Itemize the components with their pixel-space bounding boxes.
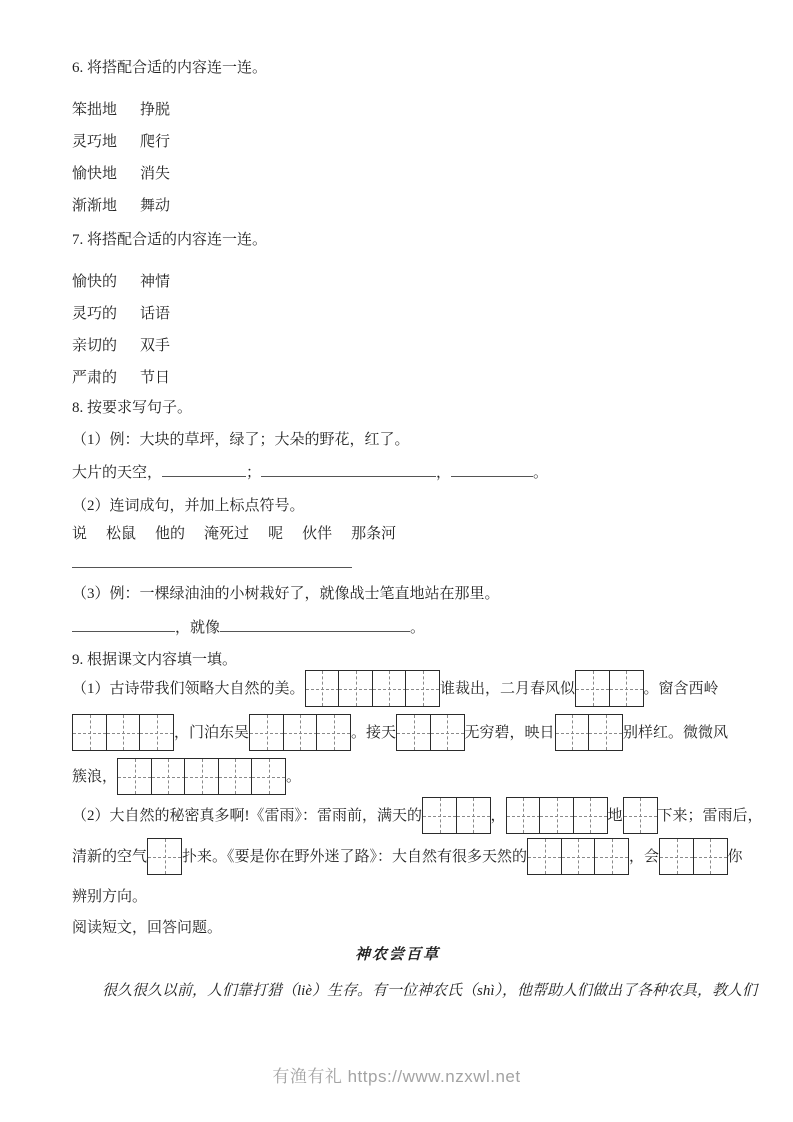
question-7-heading: 7. 将搭配合适的内容连一连。 (72, 232, 268, 248)
line-text: 辨别方向。 (72, 889, 148, 905)
word-bank-item: 说 (72, 526, 88, 542)
watermark-footer: 有渔有礼 https://www.nzxwl.net (272, 1067, 521, 1086)
match-source-word: 灵巧的 (72, 306, 118, 322)
grid-box (623, 797, 658, 834)
question-9-sub2-line-2 (72, 838, 743, 875)
question-8-sub3-fill-line (72, 617, 723, 638)
word-bank-item: 那条河 (351, 526, 397, 542)
line-text: 地 (607, 807, 623, 824)
fill-in-blank (162, 462, 246, 477)
question-9-sub1-line-1 (72, 670, 723, 707)
match-pair-row (72, 100, 723, 120)
grid-box-group (72, 714, 174, 751)
match-target-word: 爬行 (140, 134, 171, 150)
grid-box (539, 797, 574, 834)
line-text: ，就像 (175, 620, 221, 636)
grid-box (588, 714, 623, 751)
match-pair-row (72, 336, 723, 356)
question-6-match-list (72, 100, 723, 216)
question-6-heading: 6. 将搭配合适的内容连一连。 (72, 60, 268, 76)
grid-box (573, 797, 608, 834)
grid-box (283, 714, 318, 751)
line-text: 谁裁出，二月春风似 (440, 680, 576, 697)
word-bank-item: 他的 (155, 526, 186, 542)
match-pair-row (72, 272, 723, 292)
grid-box (396, 714, 431, 751)
question-9-heading: 9. 根据课文内容填一填。 (72, 652, 238, 668)
grid-box (249, 714, 284, 751)
fill-in-blank (220, 617, 410, 632)
match-target-word: 消失 (140, 166, 171, 182)
line-text: ，会 (629, 848, 660, 865)
fill-in-blank (451, 462, 533, 477)
match-target-word: 节日 (140, 370, 171, 386)
grid-box (151, 758, 186, 795)
line-text: 。窗含西岭 (643, 680, 719, 697)
line-text: 大片的天空， (72, 465, 163, 481)
grid-box (72, 714, 107, 751)
question-9-sub2-line-3 (72, 887, 723, 907)
grid-box (305, 670, 340, 707)
line-text: 扑来。《要是你在野外迷了路》：大自然有很多天然的 (182, 848, 528, 865)
word-bank-item: 伙伴 (302, 526, 333, 542)
grid-box-group (249, 714, 351, 751)
fill-in-blank (72, 559, 352, 568)
grid-box (422, 797, 457, 834)
grid-box-group (422, 797, 491, 834)
grid-box (405, 670, 440, 707)
line-text: ， (436, 465, 452, 481)
line-text: 。 (286, 768, 302, 785)
line-text: ； (246, 465, 262, 481)
line-text: 下来；雷雨后， (657, 807, 763, 824)
grid-box-group (305, 670, 441, 707)
line-text: 。 (410, 620, 426, 636)
match-pair-row (72, 368, 723, 388)
question-8-sub2-label: （2）连词成句，并加上标点符号。 (72, 498, 305, 514)
question-7-match-list (72, 272, 723, 388)
grid-box (372, 670, 407, 707)
grid-box-group (623, 797, 658, 834)
line-text: （2）大自然的秘密真多啊!《雷雨》：雷雨前，满天的 (72, 807, 422, 824)
grid-box (659, 838, 694, 875)
grid-box (338, 670, 373, 707)
line-text: 你 (727, 848, 743, 865)
match-pair-row (72, 196, 723, 216)
reading-passage-title: 神农尝百草 (354, 947, 440, 963)
grid-box-group (527, 838, 629, 875)
word-bank-item: 松鼠 (106, 526, 137, 542)
grid-box (218, 758, 253, 795)
reading-instruction: 阅读短文，回答问题。 (72, 920, 223, 936)
question-8-sub3-label: （3）例：一棵绿油油的小树栽好了，就像战士笔直地站在那里。 (72, 586, 500, 602)
question-9-sub1-line-2 (72, 714, 729, 751)
grid-box (561, 838, 596, 875)
grid-box-group (659, 838, 728, 875)
grid-box-group (396, 714, 465, 751)
grid-box-group (117, 758, 286, 795)
match-source-word: 愉快的 (72, 274, 118, 290)
grid-box (594, 838, 629, 875)
match-target-word: 神情 (140, 274, 171, 290)
grid-box (555, 714, 590, 751)
match-source-word: 灵巧地 (72, 134, 118, 150)
fill-in-blank (72, 617, 175, 632)
match-target-word: 话语 (140, 306, 171, 322)
grid-box (184, 758, 219, 795)
match-source-word: 亲切的 (72, 338, 118, 354)
grid-box-group (506, 797, 608, 834)
question-8-sub1-fill-line (72, 462, 723, 483)
match-pair-row (72, 304, 723, 324)
question-9-sub1-line-3 (72, 758, 723, 795)
line-text: ， (490, 807, 506, 824)
line-text: 别样红。微微风 (623, 724, 729, 741)
line-text: 清新的空气 (72, 848, 148, 865)
question-9-sub2-line-1 (72, 797, 763, 834)
match-source-word: 严肃的 (72, 370, 118, 386)
grid-box (575, 670, 610, 707)
grid-box (106, 714, 141, 751)
reading-passage-paragraph: 很久很久以前，人们靠打猎（liè）生存。有一位神农氏（shì），他帮助人们做出了各种农具，教人们 (102, 983, 758, 999)
grid-box-group (147, 838, 182, 875)
match-source-word: 渐渐地 (72, 198, 118, 214)
grid-box (430, 714, 465, 751)
grid-box (609, 670, 644, 707)
question-8-heading: 8. 按要求写句子。 (72, 400, 193, 416)
line-text: ，门泊东吴 (174, 724, 250, 741)
grid-box (117, 758, 152, 795)
match-target-word: 挣脱 (140, 102, 171, 118)
question-8-sub2-answer-line (72, 554, 723, 562)
line-text: （1）古诗带我们领略大自然的美。 (72, 680, 305, 697)
word-bank-item: 淹死过 (204, 526, 250, 542)
match-target-word: 舞动 (140, 198, 171, 214)
grid-box (506, 797, 541, 834)
grid-box (147, 838, 182, 875)
grid-box (456, 797, 491, 834)
fill-in-blank (261, 462, 436, 477)
line-text: 簇浪， (72, 768, 118, 785)
grid-box (139, 714, 174, 751)
question-8-sub1-label: （1）例：大块的草坪，绿了；大朵的野花，红了。 (72, 432, 410, 448)
match-source-word: 笨拙地 (72, 102, 118, 118)
line-text: 无穷碧，映日 (464, 724, 555, 741)
match-target-word: 双手 (140, 338, 171, 354)
grid-box-group (575, 670, 644, 707)
grid-box-group (555, 714, 624, 751)
match-source-word: 愉快地 (72, 166, 118, 182)
grid-box (693, 838, 728, 875)
line-text: 。接天 (351, 724, 397, 741)
word-bank-item: 呢 (268, 526, 284, 542)
line-text: 。 (533, 465, 549, 481)
question-8-sub2-word-bank (72, 524, 723, 544)
match-pair-row (72, 132, 723, 152)
match-pair-row (72, 164, 723, 184)
grid-box (527, 838, 562, 875)
grid-box (251, 758, 286, 795)
grid-box (316, 714, 351, 751)
